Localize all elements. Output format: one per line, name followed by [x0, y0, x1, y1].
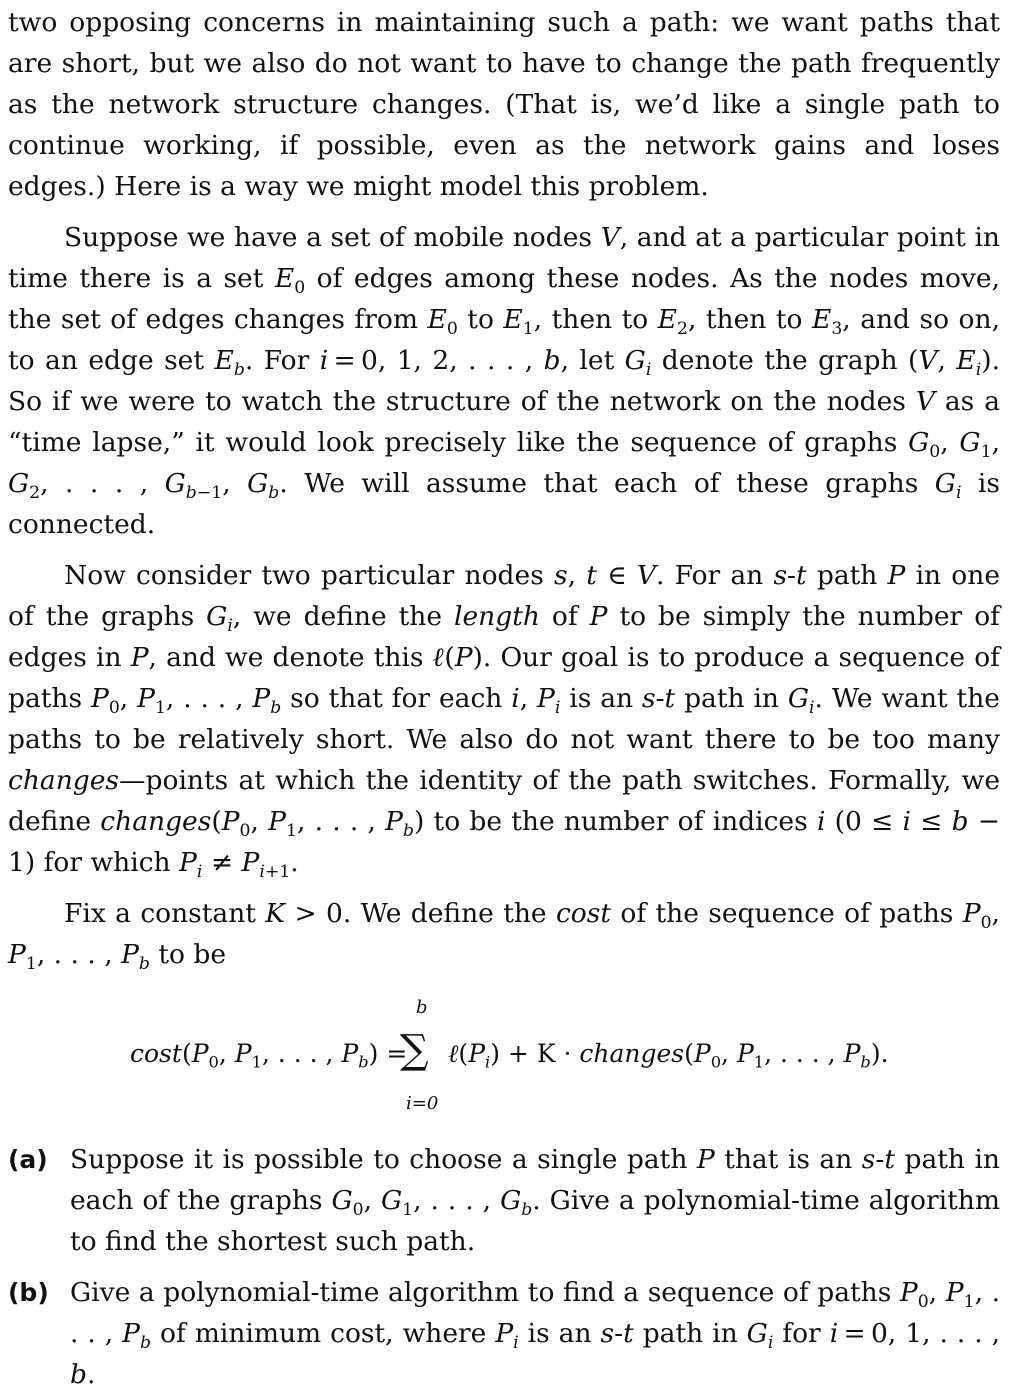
exercise-part-a: (a) Suppose it is possible to choose a single path P that is an s-t path in each of the graphs $G_0$, $G_1$, . . . , $G_b$. Give a polynomial-time algorithm to find the shortest such path.	[8, 1139, 1000, 1262]
summation-symbol: ∑	[400, 1027, 429, 1073]
sum-upper-limit: b	[416, 997, 428, 1018]
sum-lower-limit: i=0	[406, 1093, 439, 1114]
equation-lhs: $\cos t(P_0$, $P_1$, . . . , $P_b$) =	[130, 1039, 408, 1072]
equation-rhs: $\ell(P_i) + K$ · $changes(P_0$, $P_1$, . . . , $P_b$).	[448, 1039, 889, 1072]
part-label: (b)	[8, 1278, 49, 1307]
paragraph-mobile-nodes: Suppose we have a set of mobile nodes V, and at a particular point in time there is a set $E_0$ of edges among these nodes. As the nodes move, the set of edges changes from $E_0$ to $E_1$, then to $E_2$, then to $E_3$, and so on, to an edge set $E_b$. For i = 0, 1, 2, . . . , b, let $G_i$ denote the graph (V, $E_i$). So if we were to watch the structure of the network on the nodes V as a “time lapse,” it would look precisely like the sequence of graphs $G_0$, $G_1$, $G_2$, . . . , $G_{b-1}$, $G_b$. We will assume that each of these graphs $G_i$ is connected.	[8, 222, 1000, 540]
paragraph-cost: Fix a constant K > 0. We define the cost of the sequence of paths $P_0$, $P_1$, . . . , $P_b$ to be	[8, 898, 1000, 975]
exercise-parts	[8, 1139, 1000, 1395]
document-page	[8, 0, 1000, 1395]
paragraph-paths: Now consider two particular nodes s, t ∈ V. For an s-t path P in one of the graphs $G_i$, we define the length of P to be simply the number of edges in P, and we denote this ℓ(P). Our goal is to produce a sequence of paths $P_0$, $P_1$, . . . , $P_b$ so that for each i, $P_i$ is an s-t path in $G_i$. We want the paths to be relatively short. We also do not want there to be too many changes—points at which the identity of the path switches. Formally, we define $changes(P_0$, $P_1$, . . . , $P_b$) to be the number of indices i (0 ≤ i ≤ b − 1) for which $P_i \ne P_{i+1}$.	[8, 560, 1000, 883]
exercise-part-b: (b) Give a polynomial-time algorithm to find a sequence of paths $P_0$, $P_1$, . . . , $P_b$ of minimum cost, where $P_i$ is an s-t path in $G_i$ for i = 0, 1, . . . , b.	[8, 1272, 1000, 1395]
cost-equation	[8, 991, 1000, 1131]
part-label: (a)	[8, 1145, 48, 1174]
paragraph-intro: two opposing concerns in maintaining such a path: we want paths that are short, but we also do not want to have to change the path frequently as the network structure changes. (That is, we’d like a single path to continue working, if possible, even as the network gains and loses edges.) Here is a way we might model this problem.	[8, 7, 1000, 202]
